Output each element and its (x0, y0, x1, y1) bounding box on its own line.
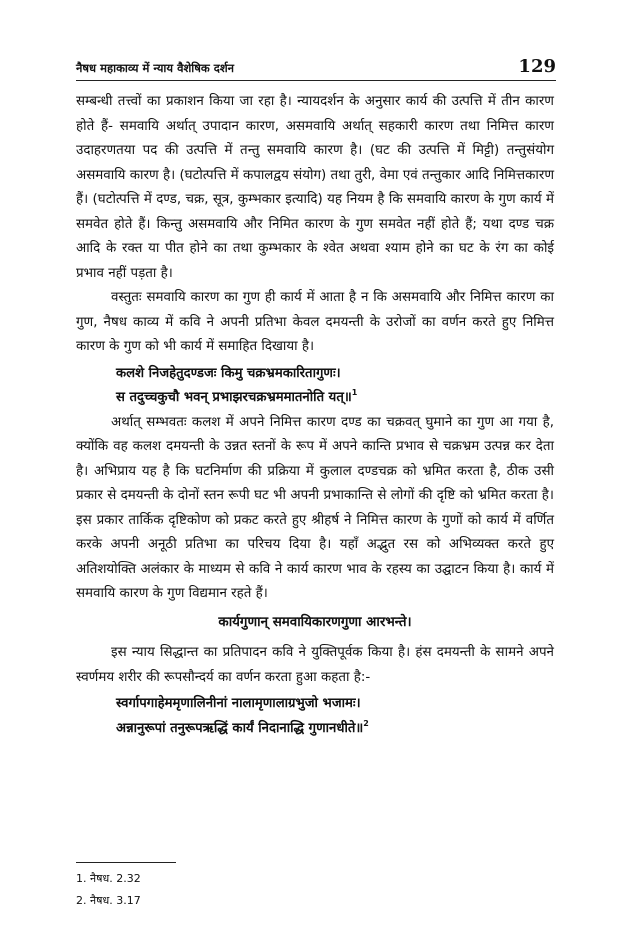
paragraph-4: इस न्याय सिद्धान्त का प्रतिपादन कवि ने युक्तिपूर्वक किया है। हंस दमयन्ती के सामने अपने स्वर्णमय शरीर की रूपसौन्दर्य का वर्णन करता हुआ कहता है:- (76, 645, 554, 685)
footnote-2: 2. नैषध. 3.17 (76, 894, 141, 907)
verse-1-line-1: कलशे निजहेतुदण्डजः किमु चक्रभ्रमकारितागुणः। (116, 365, 341, 381)
verse-1-line-2-text: स तदुच्चकुचौ भवन् प्रभाझरचक्रभ्रममातनोति यत्॥ (116, 390, 352, 405)
verse-2-line-1: स्वर्गापगाहेममृणालिनीनां नालामृणालाग्रभुजो भजामः। (116, 696, 361, 711)
page-number: 129 (518, 56, 556, 77)
verse-2-line-2 (116, 717, 554, 742)
body-text (76, 90, 554, 741)
verse-2-line-2-text: अन्नानुरूपां तनुरूपऋद्धिं कार्यं निदानाद्धि गुणानधीते॥ (116, 720, 364, 736)
running-header (76, 50, 556, 81)
footnote-divider (76, 862, 176, 863)
footnote-ref-1: 1 (351, 388, 358, 397)
verse-1-line-2 (116, 386, 554, 411)
footnotes (76, 868, 141, 912)
footnote-1: 1. नैषध. 2.32 (76, 872, 141, 885)
paragraph-2: वस्तुतः समवायि कारण का गुण ही कार्य में आता है न कि असमवायि और निमित्त कारण का गुण, नैषध काव्य में कवि ने अपनी प्रतिभा केवल दमयन्ती के उरोजों का वर्णन करते हुए निमित्त कारण के गुण को भी कार्य में समाहित दिखाया है। (76, 290, 554, 354)
paragraph-3: अर्थात् सम्भवतः कलश में अपने निमित्त कारण दण्ड का चक्रवत् घुमाने का गुण आ गया है, क्योंकि वह कलश दमयन्ती के उन्नत स्तनों के रूप में अपने कान्ति प्रभाव से चक्रभ्रम उत्पन्न कर देता है। अभिप्राय यह है कि घटनिर्माण की प्रक्रिया में कुलाल दण्डचक्र को भ्रमित करता है, ठीक उसी प्रकार से दमयन्ती के दोनों स्तन रूपी घट भी अपनी प्रभाकान्ति से लोगों की दृष्टि को भ्रमित करता है। इस प्रकार तार्किक दृष्टिकोण को प्रकट करते हुए श्रीहर्ष ने निमित्त कारण के गुणों को कार्य में वर्णित करके अपनी अनूठी प्रतिभा का परिचय दिया है। यहाँ अद्भुत रस को अभिव्यक्त करते हुए अतिशयोक्ति अलंकार के माध्यम से कवि ने कार्य कारण भाव के रहस्य का उद्घाटन किया है। कार्य में समवायि कारण के गुण विद्यमान रहते हैं। (76, 414, 554, 601)
header-title: नैषध महाकाव्य में न्याय वैशेषिक दर्शन (76, 61, 235, 75)
footnote-ref-2: 2 (363, 718, 369, 728)
paragraph-1: सम्बन्धी तत्त्वों का प्रकाशन किया जा रहा है। न्यायदर्शन के अनुसार कार्य की उत्पत्ति में तीन कारण होते हैं- समवायि अर्थात् उपादान कारण, असमवायि अर्थात् सहकारी कारण तथा निमित्त कारण उदाहरणतया पद की उत्पत्ति में तन्तु समवायि कारण है। (घट की उत्पत्ति में मिट्टी) तन्तुसंयोग असमवायि कारण है। (घटोत्पत्ति में कपालद्वय संयोग) तथा तुरी, वेमा एवं तन्तुकार आदि निमित्तकारण हैं। (घटोत्पत्ति में दण्ड, चक्र, सूत्र, कुम्भकार इत्यादि) यह नियम है कि समवायि कारण के गुण कार्य में समवेत होते हैं। किन्तु असमवायि और निमित कारण के गुण समवेत नहीं होते हैं; यथा दण्ड चक्र आदि के रक्त या पीत होने का तथा कुम्भकार के श्वेत अथवा श्याम होने का घट के रंग का कोई प्रभाव नहीं पड़ता है। (76, 94, 554, 281)
section-heading: कार्यगुणान् समवायिकारणगुणा आरभन्ते। (218, 614, 412, 630)
